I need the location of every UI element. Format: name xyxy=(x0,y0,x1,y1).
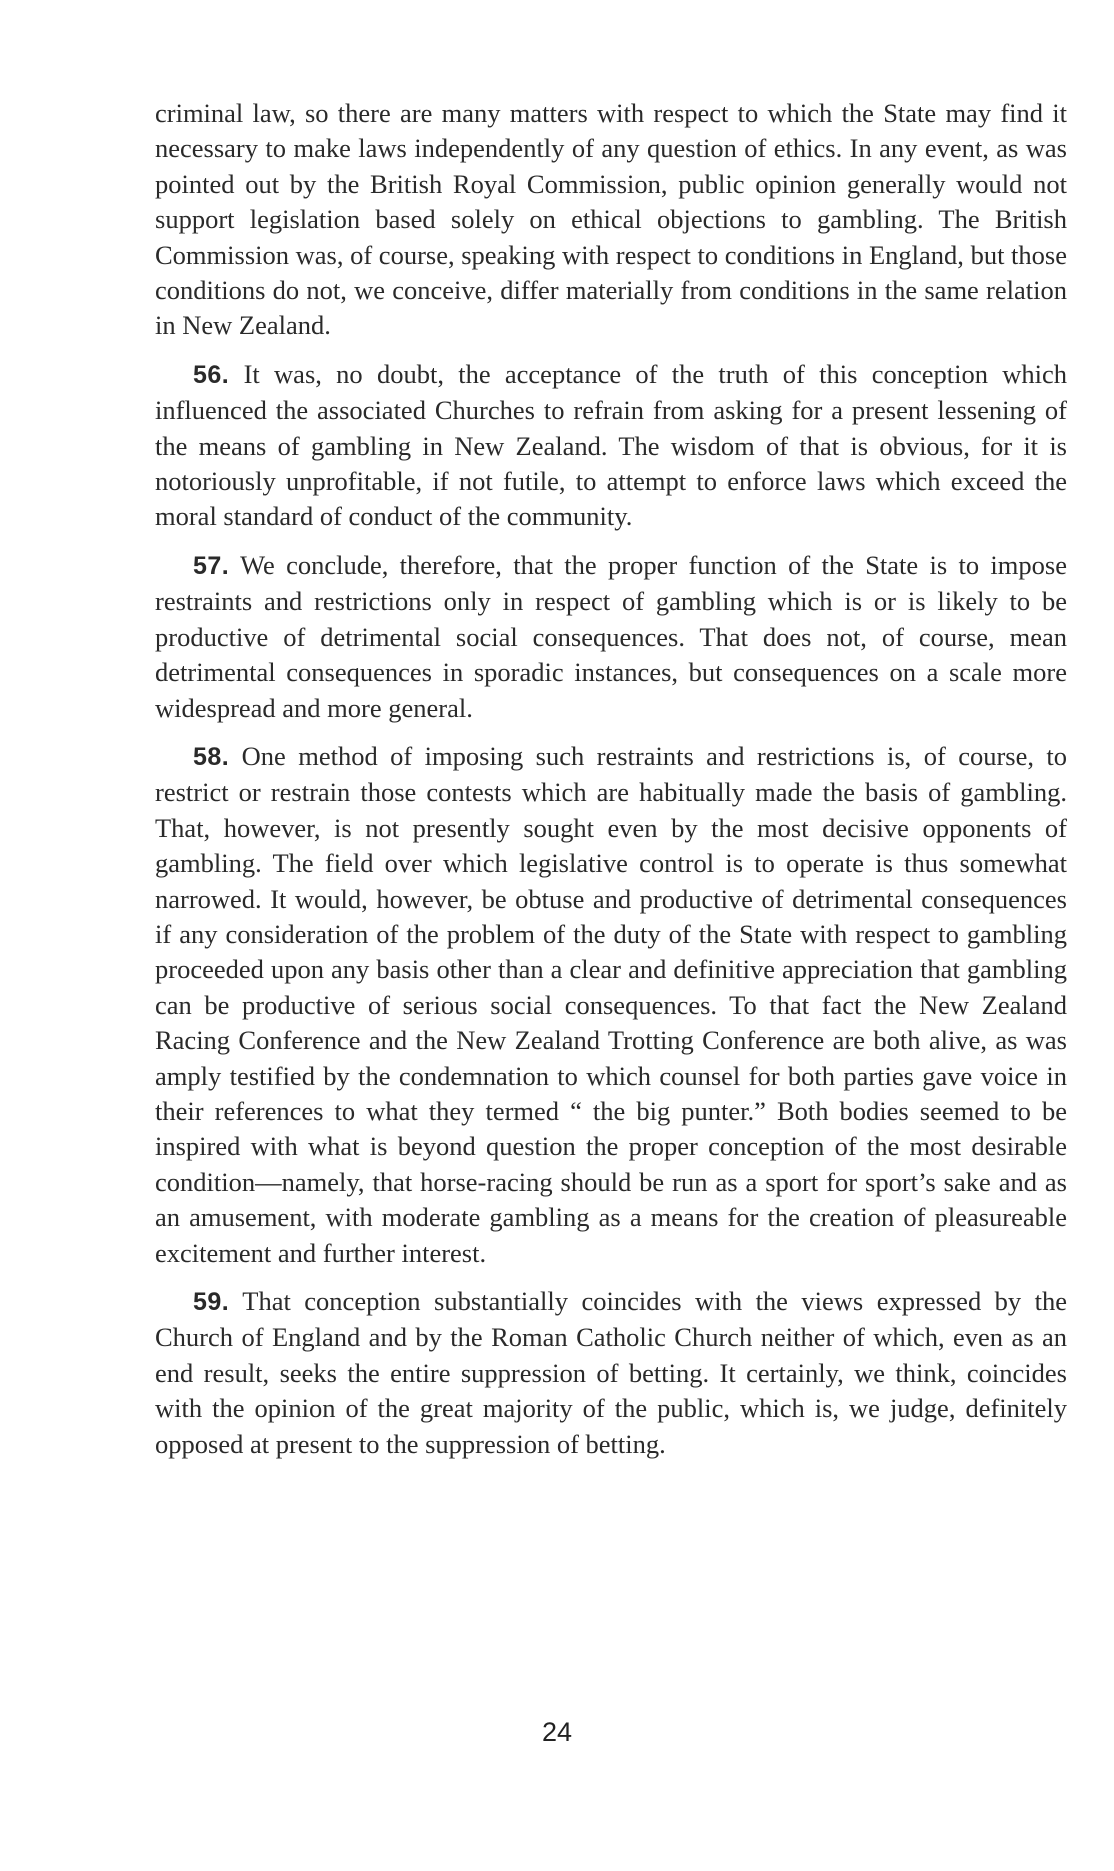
paragraph-text: We conclude, therefore, that the proper function of the State is to impose restraints and restrictions only in respect of gambling which is or is likely to be productive of detrimental social consequences. That does not, of course, mean detrimental consequences in sporadic instances, but consequences on a scale more widespread and more general. xyxy=(155,549,1067,723)
paragraph-56 xyxy=(155,357,1067,535)
paragraph-number: 59. xyxy=(193,1288,230,1316)
paragraph-57 xyxy=(155,548,1067,726)
paragraph-58 xyxy=(155,739,1067,1271)
paragraph-text: It was, no doubt, the acceptance of the truth of this conception which influenced the associated Churches to refrain from asking for a present lessening of the means of gambling in New Zealand. The wisdom of that is obvious, for it is notoriously unprofitable, if not futile, to attempt to enforce laws which exceed the moral standard of conduct of the community. xyxy=(155,358,1068,532)
paragraph-text: That conception substantially coincides with the views expressed by the Church of England and by the Roman Catholic Church neither of which, even as an end result, seeks the entire suppression of betting. It certainly, we think, coincides with the opinion of the great majority of the public, which is, we judge, definitely opposed at present to the suppression of betting. xyxy=(155,1286,1068,1459)
paragraph-number: 58. xyxy=(193,742,230,771)
page-number: 24 xyxy=(541,1717,573,1747)
paragraph-continued xyxy=(155,96,1067,344)
paragraph-number: 56. xyxy=(193,360,230,389)
paragraph-59 xyxy=(155,1284,1067,1462)
body-text xyxy=(155,96,1067,1475)
paragraph-text: One method of imposing such restraints and restrictions is, of course, to restrict or restrain those contests which are habitually made the basis of gambling. That, however, is not presently sought even by the most decisive opponents of gambling. The field over which legislative control is to operate is thus somewhat narrowed. It would, however, be obtuse and productive of detrimental consequences if any consideration of the problem of the duty of the State with respect to gambling proceeded upon any basis other than a clear and definitive appreciation that gambling can be productive of serious social consequences. To that fact the New Zealand Racing Conference and the New Zealand Trotting Conference are both alive, as was amply testified by the condemnation to which counsel for both parties gave voice in their references to what they termed “ the big punter.” Both bodies seemed to be inspired with what is beyond question the proper conception of the most desirable condition—namely, that horse-racing should be run as a sport for sport’s sake and as an amusement, with moderate gambling as a means for the creation of pleasureable excitement and further interest. xyxy=(155,740,1067,1268)
paragraph-number: 57. xyxy=(193,551,230,580)
paragraph-text: criminal law, so there are many matters with respect to which the State may find it necessary to make laws independently of any question of ethics. In any event, as was pointed out by the British Royal Commission, public opinion generally would not support legislation based solely on ethical objections to gambling. The British Commission was, of course, speaking with respect to conditions in England, but those conditions do not, we conceive, differ materially from conditions in the same relation in New Zealand. xyxy=(155,98,1067,341)
